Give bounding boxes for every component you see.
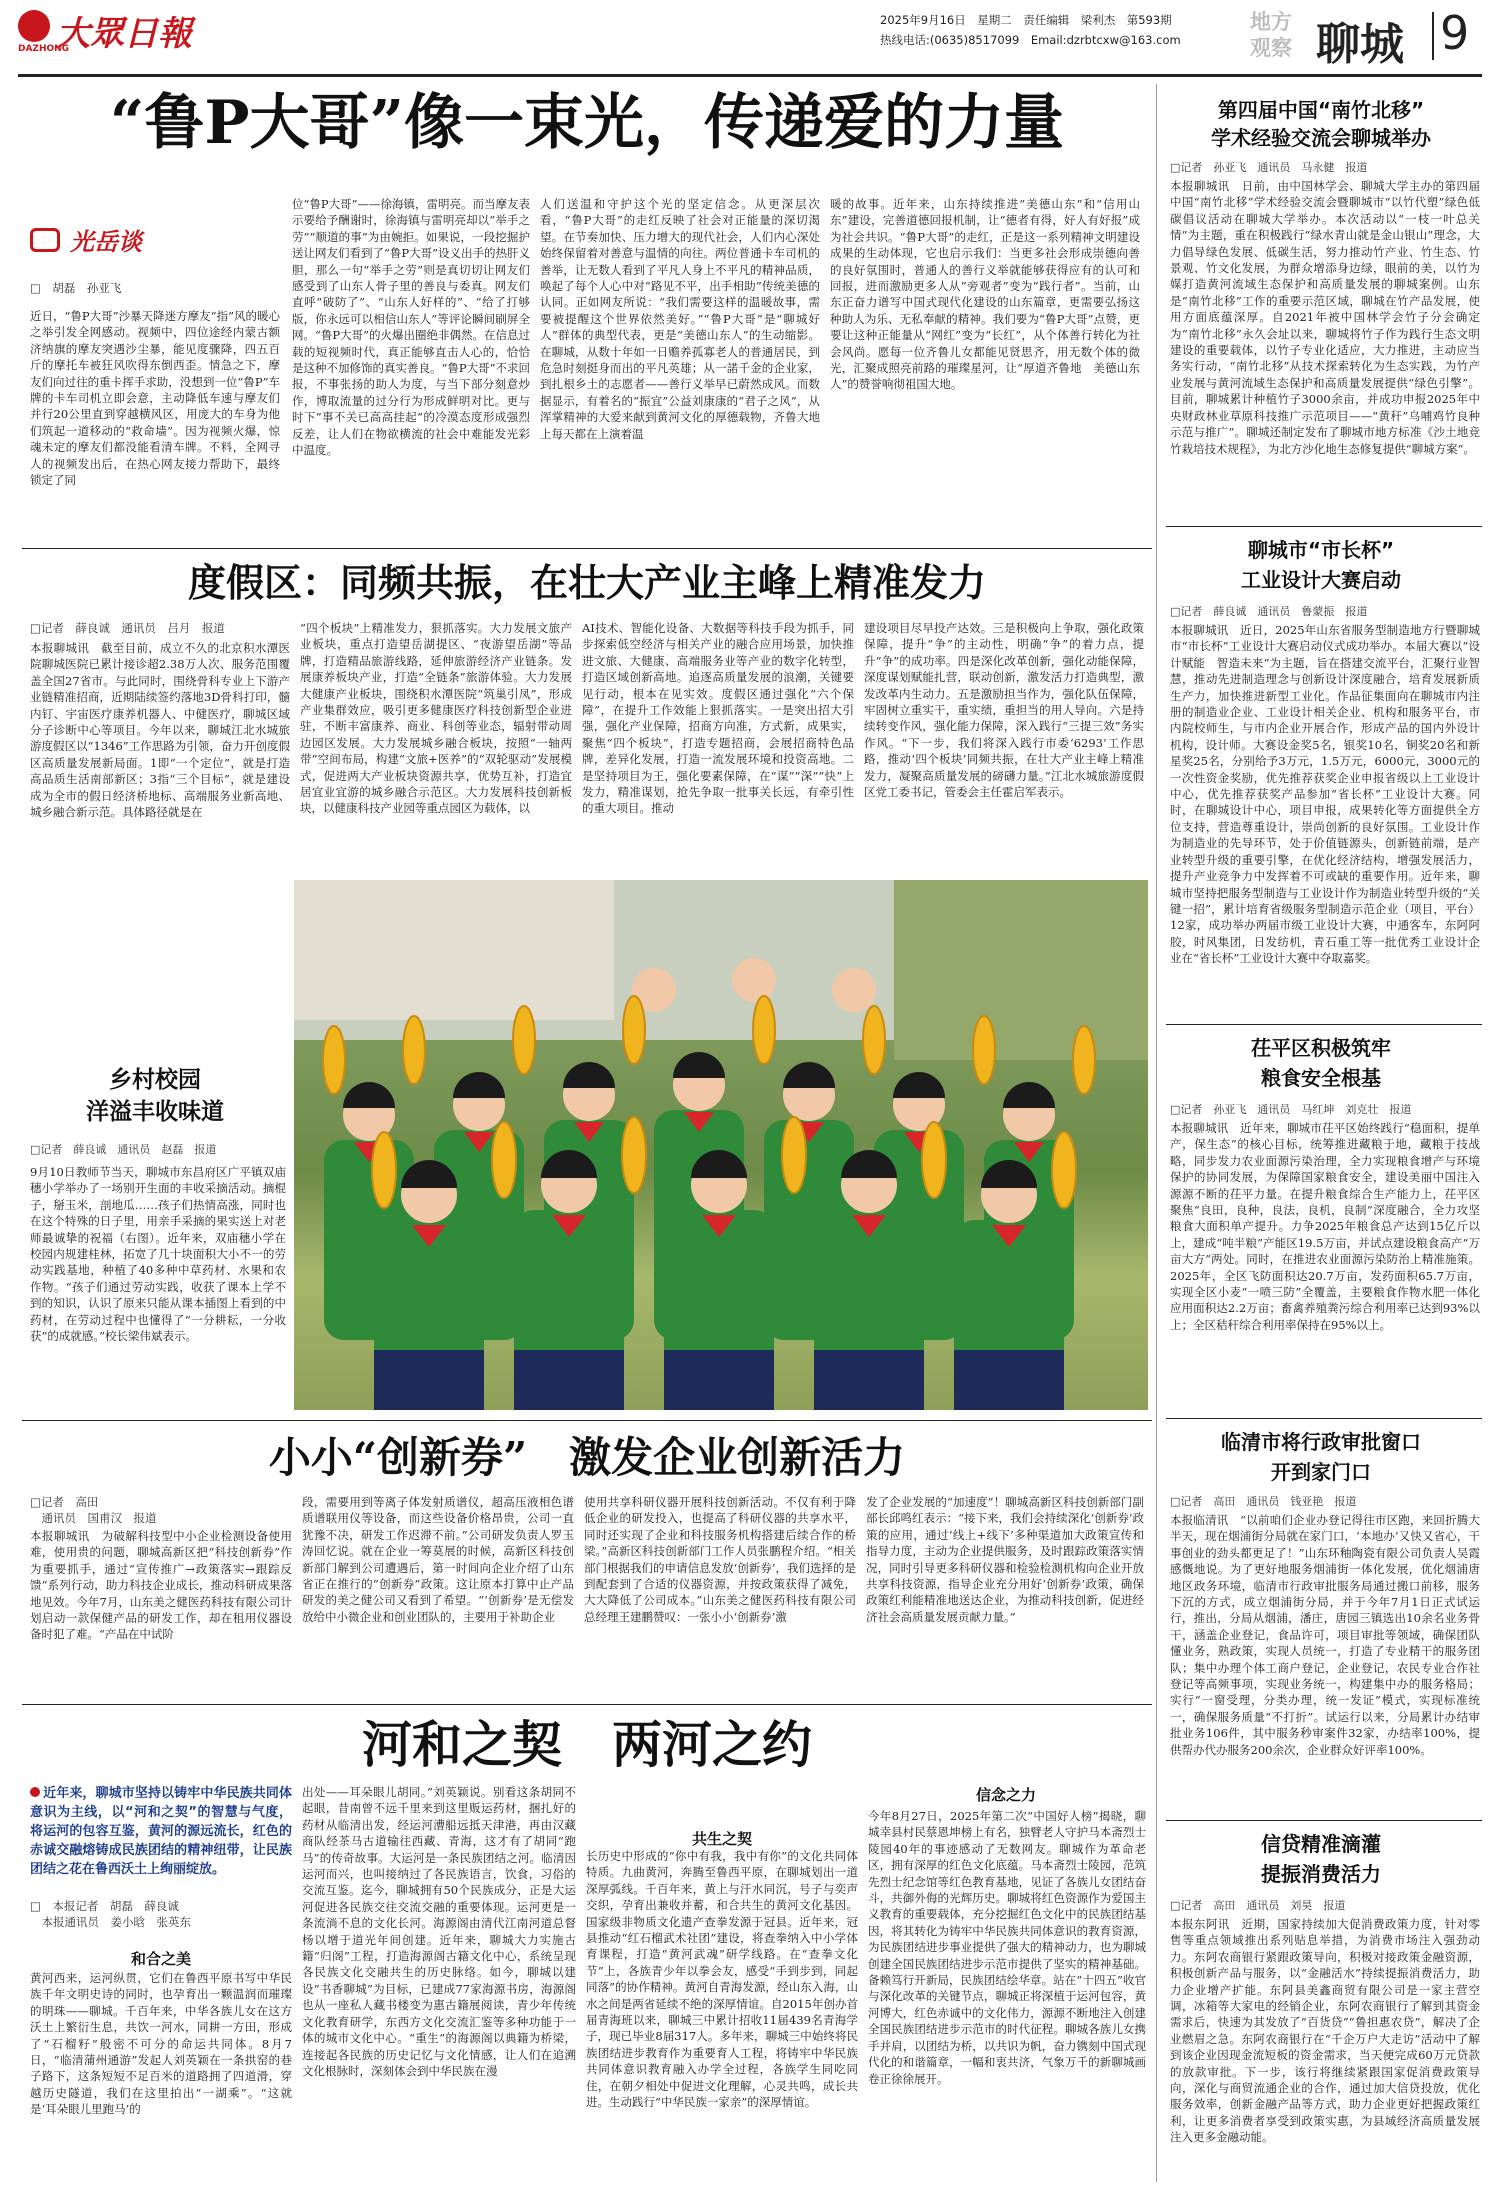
river-body-2: 出处——耳朵眼儿胡同。”刘英颖说。别看这条胡同不起眼，昔南曾不远千里来到这里贩运药材，捆扎好的药材从临清出发，经运河漕船远抵天津港，再由汉藏商队经茶马古道输往西藏、青海，这才有了胡同“跑马”的传奇故事。大运河是一条民族团结之河。临清因运河而兴，也叫接纳过了各民族语言，饮食，习俗的交流互鉴。迄今，聊城拥有50个民族成分，正是大运河促进各民族交往交流交融的重要体现。运河更是一条流淌不息的文化长河。海源阁由清代江南河道总督杨以增于道光年间创建。近年来，聊城大力实施古籍“归阁”工程，打造海源阁古籍文化中心，系统呈现各民族文化交融共生的历史脉络。如今，聊城以建设“书香聊城”为目标，已建成77家海源书房，海源阁也从一座私人藏书楼变为惠古籍展阅读，青少年传统文化教育研学，东西方文化交流汇鉴等多种功能于一体的城市文化中心。“重生”的海源阁以典籍为桥梁，连接起各民族的历史记忆与文化情感，让人们在追溯文化根脉时，深刻体会到中华民族在漫	[302, 1785, 576, 2078]
lead-byline: □ 胡磊 孙亚飞	[30, 281, 122, 295]
resort-title: 度假区：同频共振，在壮大产业主峰上精准发力	[187, 560, 986, 605]
a1-title-l2: 学术经验交流会聊城举办	[1211, 126, 1431, 150]
a1-title-l1: 第四届中国“南竹北移”	[1217, 98, 1425, 122]
a3-body: 本报聊城讯 近年来，聊城市茌平区始终践行“稳面积，提单产，保生态”的核心目标，统筹推进藏粮于地，藏粮于技战略，同步发力农业面源污染治理，全力实现粮食增产与环境保护的协同发展，为保障国家粮食安全，建设美丽中国注入源源不断的茌平力量。在提升粮食综合生产能力上，茌平区聚焦“良田，良种，良法，良机，良制”深度融合，全力攻坚粮食大面积单产提升。力争2025年粮食总产达到15亿斤以上，建成“吨半粮”产能区19.5万亩，并试点建设粮食高产“万亩大方”两处。同时，在推进农业面源污染防治上精准施策。2025年，全区飞防面积达20.7万亩，发药面积65.7万亩，实现全区小麦“一喷三防”全覆盖，主要粮食作物水肥一体化应用面积达2.2万亩；畜禽养殖粪污综合利用率已达到93%以上；全区秸秆综合利用率保持在95%以上。	[1170, 1121, 1480, 1332]
harvest-photo	[294, 880, 1148, 1410]
a1-body: 本报聊城讯 日前，由中国林学会、聊城大学主办的第四届中国“南竹北移”学术经验交流会暨聊城市“以竹代塑”绿色低碳倡议活动在聊城大学举办。本次活动以“一枝一叶总关情”为主题，重在积极践行“绿水青山就是金山银山”理念，大力倡导绿色发展、低碳生活，努力推动竹产业、竹生态、竹景观、竹文化发展，为群众增添身边绿，眼前的美，以竹为媒打造黄河流域生态保护和高质量发展的聊城案例。山东是“南竹北移”工作的重要示范区域，聊城在竹产品发展，使用方面底蕴深厚。自2021年被中国林学会竹子分会确定为“南竹北移”永久会址以来，聊城将竹子作为践行生态文明建设的重要载体，以竹子专业化适应，大力推进，主动应当务实行动，“南竹北移”从技术探索转化为生态实践，为竹产业发展与黄河流域生态保护和高质量发展提供“绿色引擎”。目前，聊城累计种植竹子3000余亩，并成功申报2025年中央财政林业草原科技推广示范项目——“黄秆”乌哺鸡竹良种示范与推广”。聊城还制定发布了聊城市地方标准《沙土地竞竹栽培技术规程》，为北方沙化地生态修复提供“聊城方案”。	[1170, 179, 1480, 456]
photo-scene	[294, 880, 1148, 1410]
lead-col-1: 近日，“鲁P大哥”沙暴天降迷方摩友“指”风的暖心之举引发全网感动。视频中，四位途经内蒙古额济纳旗的摩友突遇沙尘暴，能见度骤降，四五百斤的摩托车被狂风吹得东倒西歪。情急之下，摩友们向过往的重卡挥手求助，没想到一位“鲁P”车牌的卡车司机立即会意，主动降低车速与摩友们并行20公里直到穿越横风区，用庞大的车身为他们筑起一道移动的“救命墙”。因为视频火爆，惊魂未定的摩友们都没能看清车牌。不料，全网寻人的视频发出后，在热心网友接力帮助下，最终锁定了同	[30, 309, 280, 488]
a3-title-l1: 茌平区积极筑牢	[1251, 1036, 1391, 1060]
a4-body: 本报临清讯 “以前咱们企业办登记得往市区跑，来回折腾大半天，现在烟浦街分局就在家门口，‘本地办’又快又省心，干事创业的劲头都更足了！”山东环釉陶瓷有限公司负责人吴霞感慨地说。为了更好地服务烟浦街一体化发展，优化烟浦唐地区政务环境，临清市行政审批服务局通过搬口前移，服务下沉的方式，成立烟浦街分局，并于今年7月1日正式试运行，推出，分局从烟浦，潘庄，唐园三镇选出10余名业务骨干，涵盖企业登记，食品许可，项目审批等领域，确保团队懂业务，熟政策，实现人员统一，打造了专业精干的服务团队；集中办理个体工商户登记，企业登记，农民专业合作社登记等高频事项，实现业务统一，构建集中办的服务格局；实行“一窗受理，分类办理，统一发证”模式，实现标准统一，确保服务质量“不打折”。试运行以来，分局累计办结审批业务106件，其中服务秒审案件32家，办结率100%，提供帮办代办服务200余次，企业群众好评率100%。	[1170, 1513, 1480, 1757]
column-badge-label: 光岳谈	[70, 228, 142, 256]
resort-body-1: 本报聊城讯 截至目前，成立不久的北京积水潭医院聊城医院已累计接诊超2.38万人次、服务范围覆盖全国27省市。与此同时，围绕骨科专业上下游产业链精准招商，近期陆续签约落地3D骨科打印，髓内钉、宇宙医疗康养机器人、中健医疗，聊城区域分子诊断中心等项目。今年以来，聊城江北水城旅游度假区以“1346”工作思路为引领，奋力开创度假区高质量发展新局面。1即“一个定位”，就是打造高品质生活南部新区；3指“三个目标”，就是建设成为全市的假日经济桥地标、高端服务业新高地、城乡融合新示范。具体路径就是在	[30, 641, 290, 820]
river-body-4: 今年8月27日，2025年第二次“中国好人榜”揭晓，聊城幸县村民蔡恩坤榜上有名，独臂老人守护马本斋烈士陵园40年的事迹感动了无数网友。聊城作为革命老区，拥有深厚的红色文化底蕴。马本斋烈士陵园，范筑先烈士纪念馆等红色教育基地，见证了各族儿女团结奋斗，共御外侮的光辉历史。聊城将红色资源作为爱国主义教育的重要载体，充分挖掘红色文化中的民族团结基因，将其转化为铸牢中华民族共同体意识的教育资源，为民族团结进步事业提供了强大的精神动力，也为聊城创建全国民族团结进步示范市提供了坚实的精神基础。备赖笃行开新局，民族团结绘华章。站在“十四五”收官与深化改革的关键节点，聊城正将深植于运河包容，黄河博大，红色赤诚中的文化伟力，源源不断地注入创建全国民族团结进步示范市的时代征程。聊城各族儿女携手并肩，以团结为桥，以共识为帆，奋力镌刻中国式现代化的和谐篇章，一幅和衷共济，气象万千的新聊城画卷正徐徐展开。	[868, 1809, 1146, 2086]
date-line: 2025年9月16日 星期二 责任编辑 梁利杰 第593期	[880, 13, 1172, 27]
lead-col-3: 人们送温和守护这个光的坚定信念。从更深层次看，“鲁P大哥”的走红反映了社会对正能量的深切渴望。在节奏加快、压力增大的现代社会，人们内心深处始终保留着对善意与温情的向往。两位普通卡车司机的善举，让无数人看到了平凡人身上不平凡的精神品质，唤起了每个人心中对“路见不平，出手相助”传统美德的认同。正如网友所说：“我们需要这样的温暖故事，需要被提醒这个世界依然美好。”“鲁P大哥”是“聊城好人”群体的典型代表，更是“美德山东人”的生动缩影。在聊城，从数十年如一日赡养孤寡老人的普通居民，到危急时刻挺身而出的平凡英雄；从一諾千金的企业家，到扎根乡土的志愿者——善行义举早已蔚然成风。而数据显示，有着名的“振宜”公益刘康康的“君子之风”，从浑掌精神的大爱来献到黄河文化的厚德载物，齐鲁大地上每天都在上演着温	[540, 197, 820, 441]
lead-title: “鲁P大哥”像一束光，传递爱的力量	[109, 88, 1065, 158]
section-tag-2: 观察	[1250, 36, 1292, 60]
voucher-body-1: 本报聊城讯 为破解科技型中小企业检测设备使用难，使用贵的问题，聊城高新区把“科技创新券”作为重要抓手，通过“宣传推广→政策落实→跟踪反馈”系列行动，助力科技企业成长，推动科研成果落地见效。今年7月，山东美之健医药科技有限公司计划启动一款保健产品的研发工作，却在租用仪器设备时犯了难。“产品在中试阶	[30, 1529, 292, 1642]
masthead-rule	[18, 74, 1482, 77]
a5-byline: □记者 高田 通讯员 刘昊 报道	[1170, 1899, 1346, 1912]
voucher-body-3: 使用共享科研仪器开展科技创新活动。不仅有利于降低企业的研发投入，也提高了科研仪器的共享水平，同时还实现了企业和科技服务机构搭建后续合作的桥梁。”高新区科技创新部门工作人员张鹏程介绍。“相关部门根据我们的申请信息发放‘创新券’，我们选择的是到配套到了合适的仪器资源，并按政策获得了减免，大大降低了公司成本。”山东美之健医药科技有限公司总经理王建鹏赞叹：一张小小‘创新券’激	[584, 1495, 856, 1624]
campus-byline: □记者 薛良诚 通讯员 赵磊 报道	[30, 1143, 217, 1156]
masthead	[0, 0, 1500, 80]
a3-byline: □记者 孙亚飞 通讯员 马红坤 刘克壮 报道	[1170, 1103, 1412, 1116]
river-sub-3: 信念之力	[975, 1786, 1036, 1804]
campus-body: 9月10日教师节当天，聊城市东昌府区广平镇双庙穗小学举办了一场别开生面的丰收采摘活动。摘棍子，掰玉米，剖地瓜……孩子们热情高涨，同时也在这个特殊的日子里，用亲手采摘的果实送上对老师最诚挚的祝福（右图）。近年来，双庙穗小学在校园内规建桂林，拓宽了几十块面积大小不一的劳动实践基地，种植了40多种中草药材、水果和农作物。“孩子们通过劳动实践，收获了课本上学不到的知识，认识了原来只能从课本插图上看到的中药材，在劳动过程中也懂得了“一分耕耘，一分收获”的成就感。”校长梁伟斌表示。	[30, 1165, 286, 1344]
section-tag-1: 地方	[1250, 10, 1292, 34]
a4-title-l2: 开到家门口	[1271, 1460, 1371, 1484]
a2-title-l1: 聊城市“市长杯”	[1247, 538, 1395, 562]
contact-line: 热线电话:(0635)8517099 Email:dzrbtcxw@163.com	[880, 33, 1181, 47]
a4-byline: □记者 高田 通讯员 钱亚艳 报道	[1170, 1495, 1357, 1508]
a2-byline: □记者 薛良诚 通讯员 鲁蒙振 报道	[1170, 605, 1368, 618]
campus-title-l2: 洋溢丰收味道	[86, 1099, 224, 1125]
logo-icon	[18, 10, 50, 42]
a5-title-l2: 提振消费活力	[1261, 1862, 1381, 1886]
resort-body-3: AI技术、智能化设备、大数据等科技手段为抓手，同步探索低空经济与相关产业的融合应用场景，加快推进文旅、大健康、高端服务业等产业的数字化转型，打造区域创新高地。追逐高质量发展的浪潮，关键要见行动，根本在见实效。度假区通过强化“六个保障”，在提升工作效能上狠抓落实。一是突出招大引强，强化产业保障，招商方向准，方式新，成果实，聚焦“四个板块”，打造专题招商，会展招商特色品牌，差异化发展，打造一流发展环境和投资高地。二是坚持项目为王，强化要素保障，在“谋”“深”“快”上发力，精准谋划，抢先争取一批事关长远，有牵引性的重大项目。推动	[582, 621, 854, 816]
river-sub-2: 共生之契	[691, 1830, 752, 1848]
page-number: 9	[1440, 6, 1470, 60]
masthead-logo: 大眾日報	[56, 14, 192, 54]
resort-byline: □记者 薛良诚 通讯员 吕月 报道	[30, 621, 225, 635]
river-title: 河和之契 两河之约	[362, 1715, 812, 1774]
river-byline: □ 本报记者 胡磊 薛良诚 本报通讯员 姜小晗 张英东	[30, 1899, 191, 1929]
river-lead	[30, 1784, 292, 1880]
speech-bubble-icon	[30, 228, 60, 252]
city-title: 聊城	[1316, 19, 1404, 70]
voucher-title: 小小“创新券” 激发企业创新活力	[268, 1433, 906, 1482]
voucher-body-4: 发了企业发展的“加速度”！聊城高新区科技创新部门副部长邱鸣红表示：“接下来，我们会持续深化‘创新券’政策的应用，通过‘线上+线下’多种渠道加大政策宣传和指导力度，主动为企业提供服务，及时跟踪政策落实情况，同时引导更多科研仪器和检验检测机构向企业开放共享科技资源，指导企业充分用好‘创新券’政策，确保政策红利能精准地送达企业，为推动科技创新，促进经济社会高质量发展贡献力量。”	[866, 1495, 1144, 1624]
a1-byline: □记者 孙亚飞 通讯员 马永健 报道	[1170, 161, 1368, 174]
resort-body-4: 建设项目尽早投产达效。三是积极向上争取，强化政策保障，提升“争”的主动性，明确“争”的着力点，提升“争”的成功率。四是深化改革创新，强化动能保障，深度谋划赋能扎营，联动创新，激发活力打造典型，激发改革内生动力。五是激励担当作为，强化队伍保障，牢固树立重实干，重实绩，重担当的用人导向。六是持续转变作风，强化能力保障，深入践行“三提三效”务实作风。“下一步，我们将深入践行市委‘6293’工作思路，推动‘四个板块’同频共振，在壮大产业主峰上精准发力，凝聚高质量发展的磅礴力量。”江北水城旅游度假区党工委书记，管委会主任霍启军表示。	[864, 621, 1144, 800]
lead-col-2: 位“鲁P大哥”——徐海镇，雷明亮。而当摩友表示要给予酬谢时，徐海镇与雷明亮却以“举手之劳”“顺道的事”为由婉拒。如果说，一段挖掘护送让网友们看到了“鲁P大哥”设义出手的热肝义胆，那么一句“举手之劳”则是真切切让网友们感受到了山东人骨子里的善良与委真。网友们直呼“破防了”、“山东人好样的”、“给了打够版，你永远可以相信山东人”等评论瞬间刷屏全网。“鲁P大哥”的火爆出圈绝非偶然。在信息过载的短视频时代，真正能够直击人心的，恰恰是这种不加修饰的真实善良。“鲁P大哥”不求回报，不事张扬的助人为度，与当下部分刻意炒作，博取流量的过分行为形成鲜明对比。更与时下“事不关已高高挂起”的冷漠态度形成强烈反差，让人们在物欲横流的社会中难能发光彩中温度。	[292, 197, 530, 458]
a2-title-l2: 工业设计大赛启动	[1241, 568, 1401, 592]
a5-title-l1: 信贷精准滴灌	[1261, 1832, 1381, 1856]
river-sub-1: 和合之美	[130, 1950, 191, 1968]
a5-body: 本报东阿讯 近期，国家持续加大促消费政策力度，针对零售等重点领域推出系列贴息举措，为消费市场注入强劲动力。东阿农商银行紧跟政策导向，积极对接政策金融资源，积极创新产品与服务，以“金融活水”持续提振消费活力，助力企业增产扩能。东阿县美鑫商贸有限公司是一家主营空调，冰箱等大家电的经销企业，东阿农商银行了解到其资金需求后，快速为其发放了“百货贷”“鲁担惠农贷”，解决了企业燃眉之急。东阿农商银行在“千企万户大走访”活动中了解到该企业因现金流短板的资金需求，当天便完成60万元贷款的放款审批。下一步，该行将继续紧跟国家促消费政策导向，深化与商贸流通企业的合作，通过加大信贷投放，优化服务效率，创新金融产品等方式，助力企业更好把握政策红利，让更多消费者享受到政策实惠，为县域经济高质量发展注入更多金融动能。	[1170, 1917, 1480, 2145]
a4-title-l1: 临清市将行政审批窗口	[1221, 1430, 1421, 1454]
bullet-dot-icon	[30, 1787, 40, 1797]
river-body-3: 长历史中形成的“你中有我，我中有你”的文化共同体特质。九曲黄河，奔腾至鲁西平原，在聊城划出一道深厚弧线。千百年来，黄上与汗水同沉，号子与奕声交织，孕育出兼收并蓄，和合共生的黄河文化基因。国家级非物质文化遗产查拳发源于冠县。近年来，冠县推动“红石榴武术社团”建设，将查拳纳入中小学体育课程，打造“黄河武魂”研学线路。在“查拳文化节”上，各族青少年以拳会友，感受“手到步到，同起同落”的协作精神。黄河自青海发源，经山东入海，山水之间是两省延续不绝的深厚情谊。自2015年创办首届青海班以来，聊城三中累计招收11届439名青海学子，现已毕业8届317人。多年来，聊城三中始终将民族团结进步教育作为重要育人工程，将铸牢中华民族共同体意识教育融入办学全过程，各族学生同吃同住，在朝夕相处中促进文化理解，心灵共鸣，成长共进。生动践行“中华民族一家亲”的深厚情谊。	[586, 1849, 858, 2110]
resort-body-2: “四个板块”上精准发力，狠抓落实。大力发展文旅产业板块，重点打造望岳湖提区、“夜游望岳湖”等品牌，打造精品旅游线路，延伸旅游经济产业链条。发展康养板块产业，打造“全链条”旅游体验。大力发展大健康产业板块，围绕积水潭医院“筑巢引凤”，形成产业集群效应，吸引更多健康医疗科技创新型企业进驻，不断丰富康养、商业、科创等业态，辐射带动周边园区发展。大力发展城乡融合板块，按照“一轴两带”空间布局，构建“文旅+医养”的“双轮驱动”发展模式，促进两大产业板块资源共享，优势互补，打造宜居宜业宜游的城乡融合示范区。大力发展科技创新板块，以健康科技产业园等重点园区为载体，以	[300, 621, 572, 816]
campus-title-l1: 乡村校园	[109, 1067, 201, 1093]
river-body-1: 黄河西来，运河纵贯，它们在鲁西平原书写中华民族千年文明史诗的同时，也孕育出一颗温润而璀璨的明珠——聊城。千百年来，中华各族儿女在这方沃土上繁衍生息，共饮一河水，同耕一方田，形成了“石榴籽”般密不可分的命运共同体。8月7日，“临清蒲州通游”发起人刘英颖在一条拱窑的巷子路下，这条短短不足百米的道路拥了四道滑，穿越历史隧道，我们在这里拍出“一湖乘”。“这就是‘耳朵眼儿里跑马’的	[30, 1971, 292, 2117]
voucher-byline: □记者 高田 通讯员 国甫汉 报道	[30, 1495, 157, 1525]
river-lead-text: 近年来，聊城市坚持以铸牢中华民族共同体意识为主线，以“河和之契”的智慧与气度，将运河的包容互鉴，黄河的源远流长，红色的赤诚交融熔铸成民族团结的精神纽带，让民族团结之花在鲁西沃土上绚丽绽放。	[30, 1786, 292, 1877]
a2-body: 本报聊城讯 近日，2025年山东省服务型制造地方行暨聊城市“市长杯”工业设计大赛启动仪式成功举办。本届大赛以“设计赋能 智造未来”为主题，旨在搭建交流平台，汇聚行业智慧，推动先进制造理念与创新设计深度融合，培育发展新质生产力，加快推进新型工业化。作品征集面向在聊城市内注册的制造业企业、工业设计相关企业、机构和服务平台，市内院校师生，与市内企业开展合作，形成产品的国内外设计机构，设计师。大赛设金奖5名，银奖10名，铜奖20名和新星奖25名，分别给予3万元，1.5万元，6000元，3000元的一次性资金奖励，优先推荐获奖企业申报省级以上工业设计中心，优先推荐获奖产品参加“省长杯”工业设计大赛。同时，在聊城设计中心，项目申报，成果转化等方面提供全方位支持，营造尊重设计，崇尚创新的良好氛围。工业设计作为制造业的先导环节，处于价值链源头，创新链前端，是产业转型升级的重要引擎，在优化经济结构，增强发展活力，提升产业竞争力中发挥着不可或缺的重要作用。近年来，聊城市坚持把服务型制造与工业设计作为制造业转型升级的“关键一招”，累计培育省级服务型制造示范企业（项目，平台）12家，成功举办两届市级工业设计大赛，中通客车，东阿阿胶，时风集团，日发纺机，青石重工等一批优秀工业设计企业在“省长杯”工业设计大赛中夺取嘉奖。	[1170, 623, 1480, 966]
column-badge	[30, 222, 170, 262]
voucher-body-2: 段，需要用到等离子体发射质谱仪，超高压液相色谱质谱联用仪等设备，而这些设备价格昂贵，公司一直犹豫不决，研发工作迟滞不前。”公司研发负责人罗玉涛回忆说。就在企业一筹莫展的时候，高新区科技创新部门解到公司遭遇后，第一时间向企业介绍了山东省正在推行的“创新券”政策。这让原本打算中止产品研发的美之健公司又看到了希望。“‘创新券’是无偿发放给中小微企业和创业团队的，主要用于补助企业	[302, 1495, 574, 1624]
lead-col-4: 暖的故事。近年来，山东持续推进“美德山东”和“信用山东”建设，完善道德回报机制，让“德者有得，好人有好报”成为社会共识。“鲁P大哥”的走红，正是这一系列精神文明建设成果的生动体现，它也启示我们：当更多社会形成崇德向善的良好氛围时，普通人的善行义举就能够获得应有的认可和回报，进而激励更多人从“旁观者”变为“践行者”。当前，山东正奋力谱写中国式现代化建设的山东篇章，更需要弘扬这种助人为乐、无私奉献的精神。我们要为“鲁P大哥”点赞，更要让这种正能量从“网红”变为“长红”，从个体善行转化为社会风尚。愿每一位齐鲁儿女都能见贤思齐，用无数个体的微光，汇聚成照亮前路的璀璨星河，让“厚道齐鲁地 美德山东人”的赞誉响彻祖国大地。	[830, 197, 1140, 392]
masthead-logo-en: DAZHONG	[18, 44, 70, 54]
a3-title-l2: 粮食安全根基	[1261, 1066, 1381, 1090]
